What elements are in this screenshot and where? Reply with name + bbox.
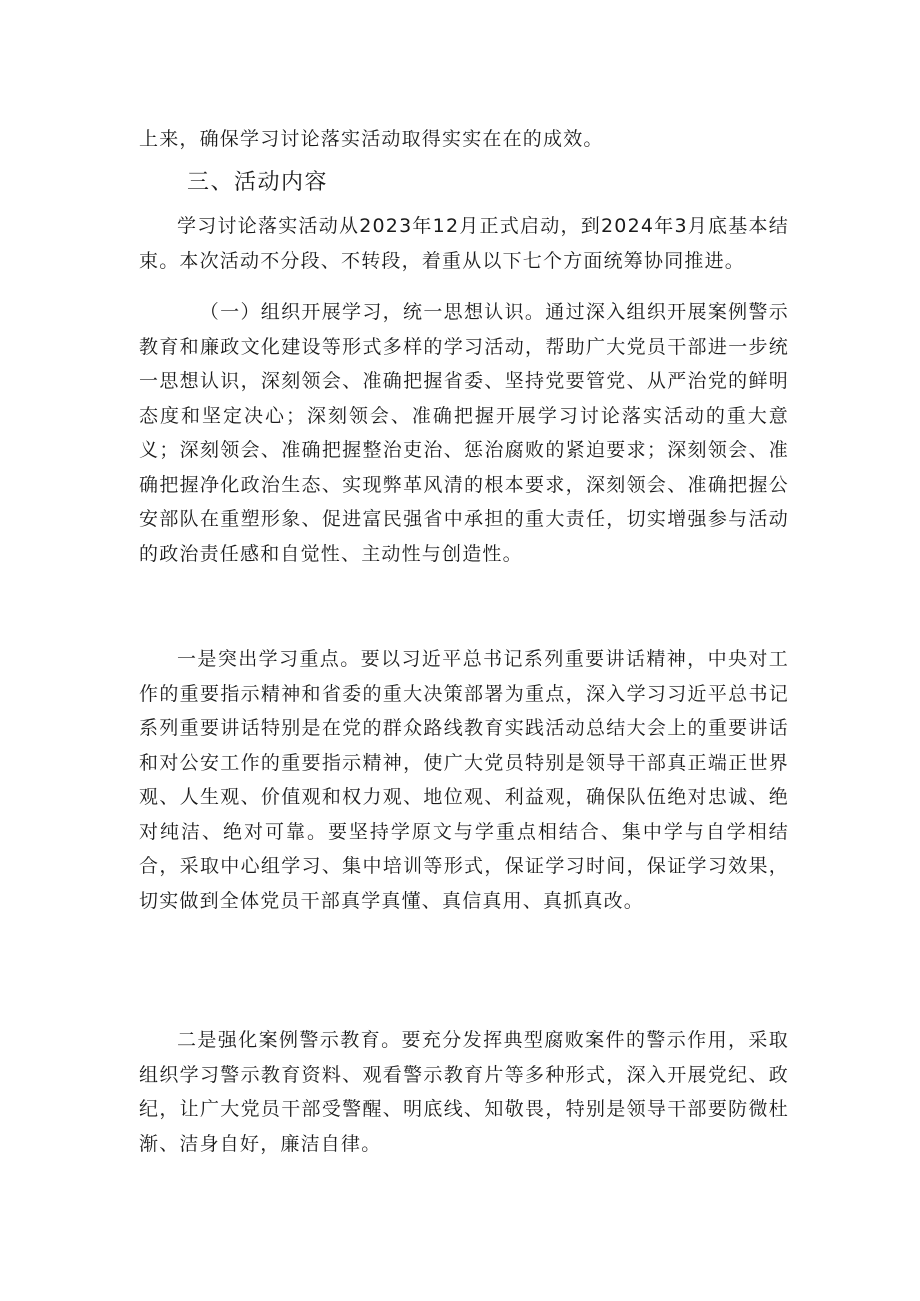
section-heading: 三、活动内容 (187, 170, 329, 195)
point-1-paragraph: 一是突出学习重点。要以习近平总书记系列重要讲话精神，中央对工作的重要指示精神和省委的重大决策部署为重点，深入学习习近平总书记系列重要讲话特别是在党的群众路线教育实践活动总结大会上的重要讲话和对公安工作的重要指示精神，使广大党员特别是领导干部真正端正世界观、人生观、价值观和权力观、地位观、利益观，确保队伍绝对忠诚、绝对纯洁、绝对可靠。要坚持学原文与学重点相结合、集中学与自学相结合，采取中心组学习、集中培训等形式，保证学习时间，保证学习效果，切实做到全体党员干部真学真懂、真信真用、真抓真改。 (139, 648, 789, 912)
item-1-paragraph: （一）组织开展学习，统一思想认识。通过深入组织开展案例警示教育和廉政文化建设等形式多样的学习活动，帮助广大党员干部进一步统一思想认识，深刻领会、准确把握省委、坚持党要管党、从严治党的鲜明态度和坚定决心；深刻领会、准确把握开展学习讨论落实活动的重大意义；深刻领会、准确把握整治吏治、惩治腐败的紧迫要求；深刻领会、准确把握净化政治生态、实现弊革风清的根本要求，深刻领会、准确把握公安部队在重塑形象、促进富民强省中承担的重大责任，切实增强参与活动的政治责任感和自觉性、主动性与创造性。 (139, 301, 789, 565)
intro-paragraph: 学习讨论落实活动从2023年12月正式启动，到2024年3月底基本结束。本次活动不分段、不转段，着重从以下七个方面统筹协同推进。 (139, 215, 789, 272)
point-2-paragraph: 二是强化案例警示教育。要充分发挥典型腐败案件的警示作用，采取组织学习警示教育资料、观看警示教育片等多种形式，深入开展党纪、政纪，让广大党员干部受警醒、明底线、知敬畏，特别是领导干部要防微杜渐、洁身自好，廉洁自律。 (139, 1029, 789, 1155)
continuation-paragraph: 上来，确保学习讨论落实活动取得实实在在的成效。 (139, 128, 604, 150)
